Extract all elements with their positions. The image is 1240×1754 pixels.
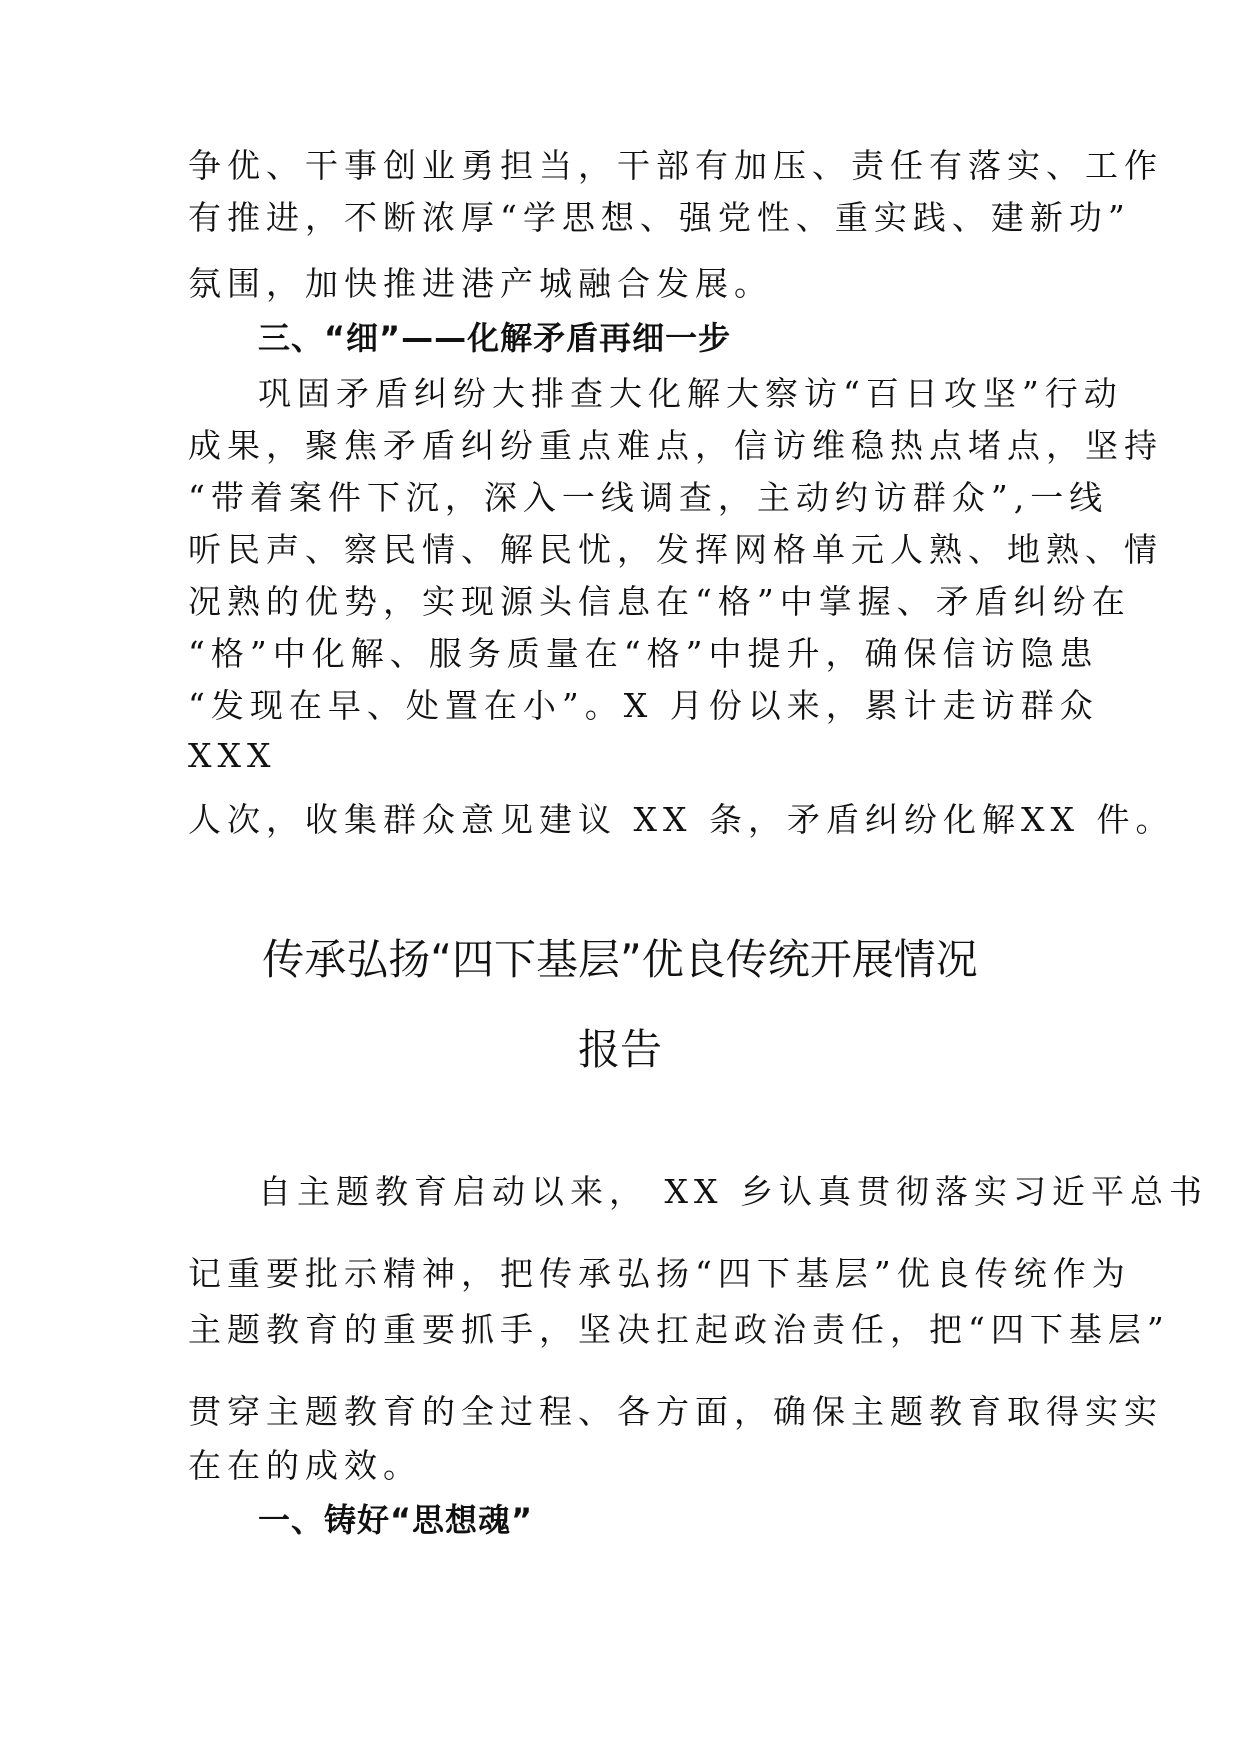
body-text-line: “发现在早、处置在小”。X 月份以来，累计走访群众 <box>188 686 1099 725</box>
body-text-line: 巩固矛盾纠纷大排查大化解大察访“百日攻坚”行动 <box>258 374 1123 413</box>
body-text-line: 主题教育的重要抓手，坚决扛起政治责任，把“四下基层” <box>188 1310 1170 1349</box>
body-text-line: 有推进，不断浓厚“学思想、强党性、重实践、建新功” <box>188 198 1131 237</box>
body-text-line: 人次，收集群众意见建议 XX 条，矛盾纠纷化解XX 件。 <box>188 800 1175 839</box>
body-text-line: 争优、干事创业勇担当，干部有加压、责任有落实、工作 <box>188 146 1163 185</box>
body-text-line: “格”中化解、服务质量在“格”中提升，确保信访隐患 <box>188 634 1099 673</box>
report-title: 传承弘扬“四下基层”优良传统开展情况 <box>262 935 978 984</box>
body-text-line: XXX <box>188 736 277 775</box>
body-text-line: “带着案件下沉，深入一线调查，主动约访群众”,一线 <box>188 478 1109 517</box>
section-heading-1: 一、铸好“思想魂” <box>258 1501 534 1539</box>
body-text-line: 成果，聚焦矛盾纠纷重点难点，信访维稳热点堵点，坚持 <box>188 426 1163 465</box>
body-text-line: 听民声、察民情、解民忧，发挥网格单元人熟、地熟、情 <box>188 530 1163 569</box>
body-text-line: 记重要批示精神，把传承弘扬“四下基层”优良传统作为 <box>188 1254 1131 1293</box>
body-text-line: 在在的成效。 <box>188 1446 422 1485</box>
report-title-continued: 报告 <box>577 1025 662 1074</box>
section-heading-3: 三、“细”——化解矛盾再细一步 <box>258 319 732 357</box>
body-text-line: 贯穿主题教育的全过程、各方面，确保主题教育取得实实 <box>188 1392 1163 1431</box>
body-text-line: 自主题教育启动以来， XX 乡认真贯彻落实习近平总书 <box>258 1172 1208 1211</box>
body-text-line: 氛围，加快推进港产城融合发展。 <box>188 264 773 303</box>
body-text-line: 况熟的优势，实现源头信息在“格”中掌握、矛盾纠纷在 <box>188 582 1131 621</box>
